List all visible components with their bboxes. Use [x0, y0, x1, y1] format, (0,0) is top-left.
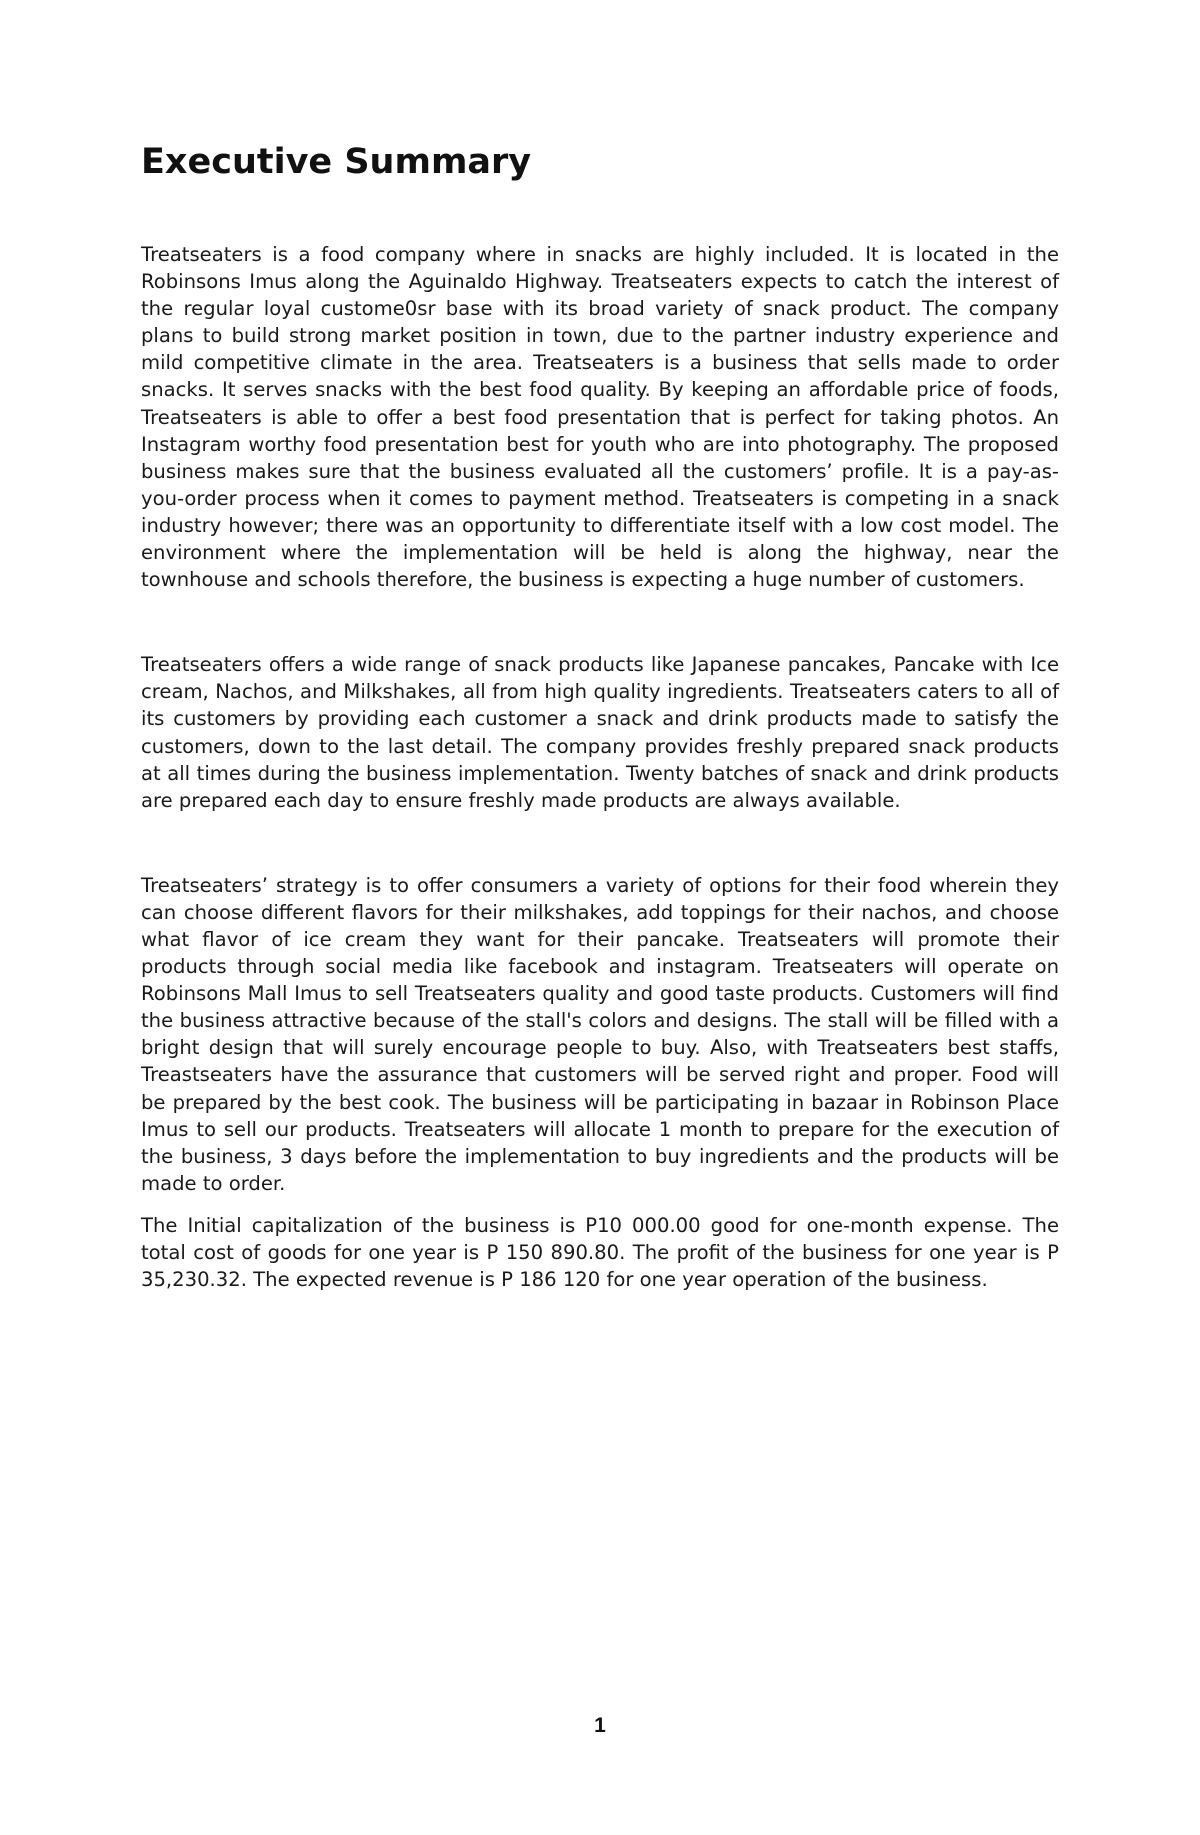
paragraph-spacer: [141, 593, 1059, 651]
page-number: 1: [594, 1714, 606, 1737]
paragraph-strategy: Treatseaters’ strategy is to offer consumers a variety of options for their food wherein they can choose different flavors for their milkshakes, add toppings for their nachos, and choose what flavor of ice cream they want for their pancake. Treatseaters will promote their products through social media like facebook and instagram. Treatseaters will operate on Robinsons Mall Imus to sell Treatseaters quality and good taste products. Customers will find the business attractive because of the stall's colors and designs. The stall will be filled with a bright design that will surely encourage people to buy. Also, with Treatseaters best staffs, Treastseaters have the assurance that customers will be served right and proper. Food will be prepared by the best cook. The business will be participating in bazaar in Robinson Place Imus to sell our products. Treatseaters will allocate 1 month to prepare for the execution of the business, 3 days before the implementation to buy ingredients and the products will be made to order.: [141, 873, 1059, 1195]
paragraph-spacer: [141, 1197, 1059, 1212]
paragraph-products: Treatseaters offers a wide range of snack products like Japanese pancakes, Pancake with Ice cream, Nachos, and Milkshakes, all from high quality ingredients. Treatseaters caters to all of its customers by providing each customer a snack and drink products made to satisfy the customers, down to the last detail. The company provides freshly prepared snack products at all times during the business implementation. Twenty batches of snack and drink products are prepared each day to ensure freshly made products are always available.: [141, 653, 1059, 812]
page-content: [141, 138, 1059, 1293]
paragraph-spacer: [141, 814, 1059, 872]
paragraph-company-overview: Treatseaters is a food company where in snacks are highly included. It is located in the Robinsons Imus along the Aguinaldo Highway. Treatseaters expects to catch the interest of the regular loyal custome0sr base with its broad variety of snack product. The company plans to build strong market position in town, due to the partner industry experience and mild competitive climate in the area. Treatseaters is a business that sells made to order snacks. It serves snacks with the best food quality. By keeping an affordable price of foods, Treatseaters is able to offer a best food presentation that is perfect for taking photos. An Instagram worthy food presentation best for youth who are into photography. The proposed business makes sure that the business evaluated all the customers’ profile. It is a pay-as-you-order process when it comes to payment method. Treatseaters is competing in a snack industry however; there was an opportunity to differentiate itself with a low cost model. The environment where the implementation will be held is along the highway, near the townhouse and schools therefore, the business is expecting a huge number of customers.: [141, 243, 1059, 592]
paragraph-financials: The Initial capitalization of the business is P10 000.00 good for one-month expense. The total cost of goods for one year is P 150 890.80. The profit of the business for one year is P 35,230.32. The expected revenue is P 186 120 for one year operation of the business.: [141, 1213, 1059, 1292]
page-title: Executive Summary: [141, 142, 532, 182]
